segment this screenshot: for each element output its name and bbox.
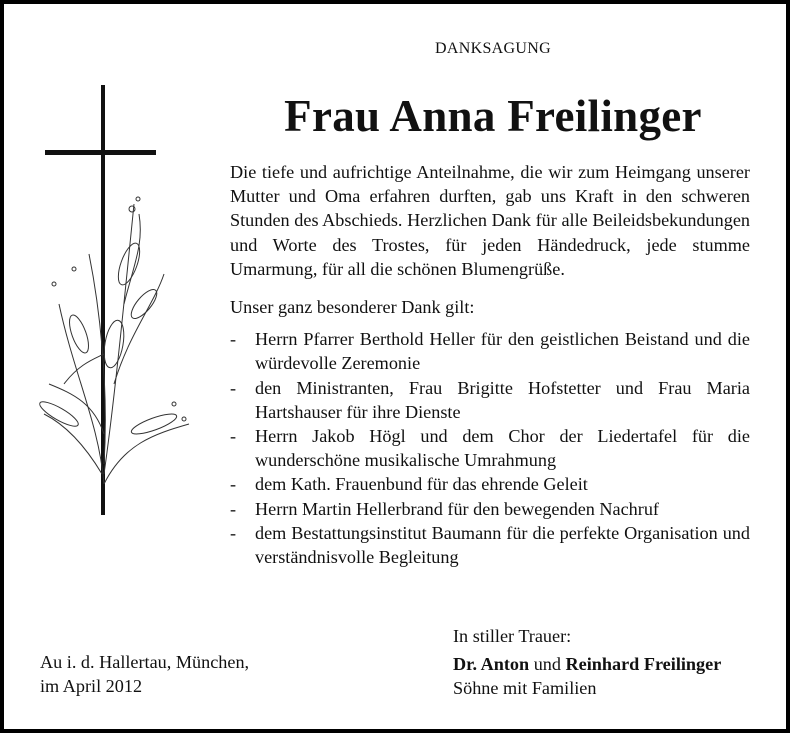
list-item-text: den Ministranten, Frau Brigitte Hofstetter und Frau Maria Hartshauser für ihre Dienste bbox=[255, 377, 750, 422]
list-item-text: dem Kath. Frauenbund für das ehrende Geleit bbox=[255, 474, 588, 495]
cross-with-flowers-illustration bbox=[4, 4, 204, 534]
dash: - bbox=[230, 426, 237, 447]
dash: - bbox=[230, 498, 237, 519]
place-date bbox=[40, 650, 249, 698]
dash: - bbox=[230, 522, 237, 543]
date: im April 2012 bbox=[40, 676, 143, 696]
mourning-line: In stiller Trauer: bbox=[453, 626, 572, 646]
intro-paragraph: Die tiefe und aufrichtige Anteilnahme, die wir zum Heimgang unserer Mutter und Oma erfahren durften, gab uns Kraft in den schweren Stunden des Abschieds. Herzlichen Dank für alle Beileidsbekundungen und Worte des Trostes, für jeden Händedruck, jede stumme Umarmung, für all die schönen Blumengrüße. bbox=[230, 162, 750, 279]
dash: - bbox=[230, 474, 237, 495]
list-item bbox=[230, 472, 750, 496]
mourners bbox=[453, 624, 721, 700]
list-item bbox=[230, 497, 750, 521]
notice-body bbox=[230, 160, 750, 569]
obituary-notice bbox=[4, 4, 786, 729]
list-item-text: dem Bestattungsinstitut Baumann für die perfekte Organisation und verständnisvolle Begleitung bbox=[255, 522, 750, 568]
name-reinhard: Reinhard Freilinger bbox=[565, 654, 722, 674]
list-item bbox=[230, 521, 750, 569]
list-item-text: Herrn Jakob Högl und dem Chor der Liedertafel für die wunderschöne musikalische Umrahmung bbox=[255, 426, 750, 471]
list-item bbox=[230, 424, 750, 472]
place: Au i. d. Hallertau, München, bbox=[40, 652, 250, 672]
list-item-text: Herrn Pfarrer Berthold Heller für den geistlichen Beistand und die würdevolle Zeremonie bbox=[255, 329, 750, 374]
dash: - bbox=[230, 329, 237, 350]
deceased-name: Frau Anna Freilinger bbox=[284, 91, 702, 141]
list-item-text: Herrn Martin Hellerbrand für den bewegenden Nachruf bbox=[255, 498, 659, 519]
notice-kicker: DANKSAGUNG bbox=[435, 40, 551, 57]
mourner-names bbox=[453, 652, 721, 676]
name-anton: Dr. Anton bbox=[453, 654, 530, 674]
dash: - bbox=[230, 377, 237, 398]
thanks-list bbox=[230, 327, 750, 569]
list-item bbox=[230, 327, 750, 375]
thanks-lead: Unser ganz besonderer Dank gilt: bbox=[230, 297, 475, 318]
and-word: und bbox=[533, 654, 561, 674]
flower-icon bbox=[37, 197, 189, 484]
cross-icon bbox=[45, 85, 156, 515]
family-line: Söhne mit Familien bbox=[453, 678, 597, 698]
list-item bbox=[230, 376, 750, 424]
